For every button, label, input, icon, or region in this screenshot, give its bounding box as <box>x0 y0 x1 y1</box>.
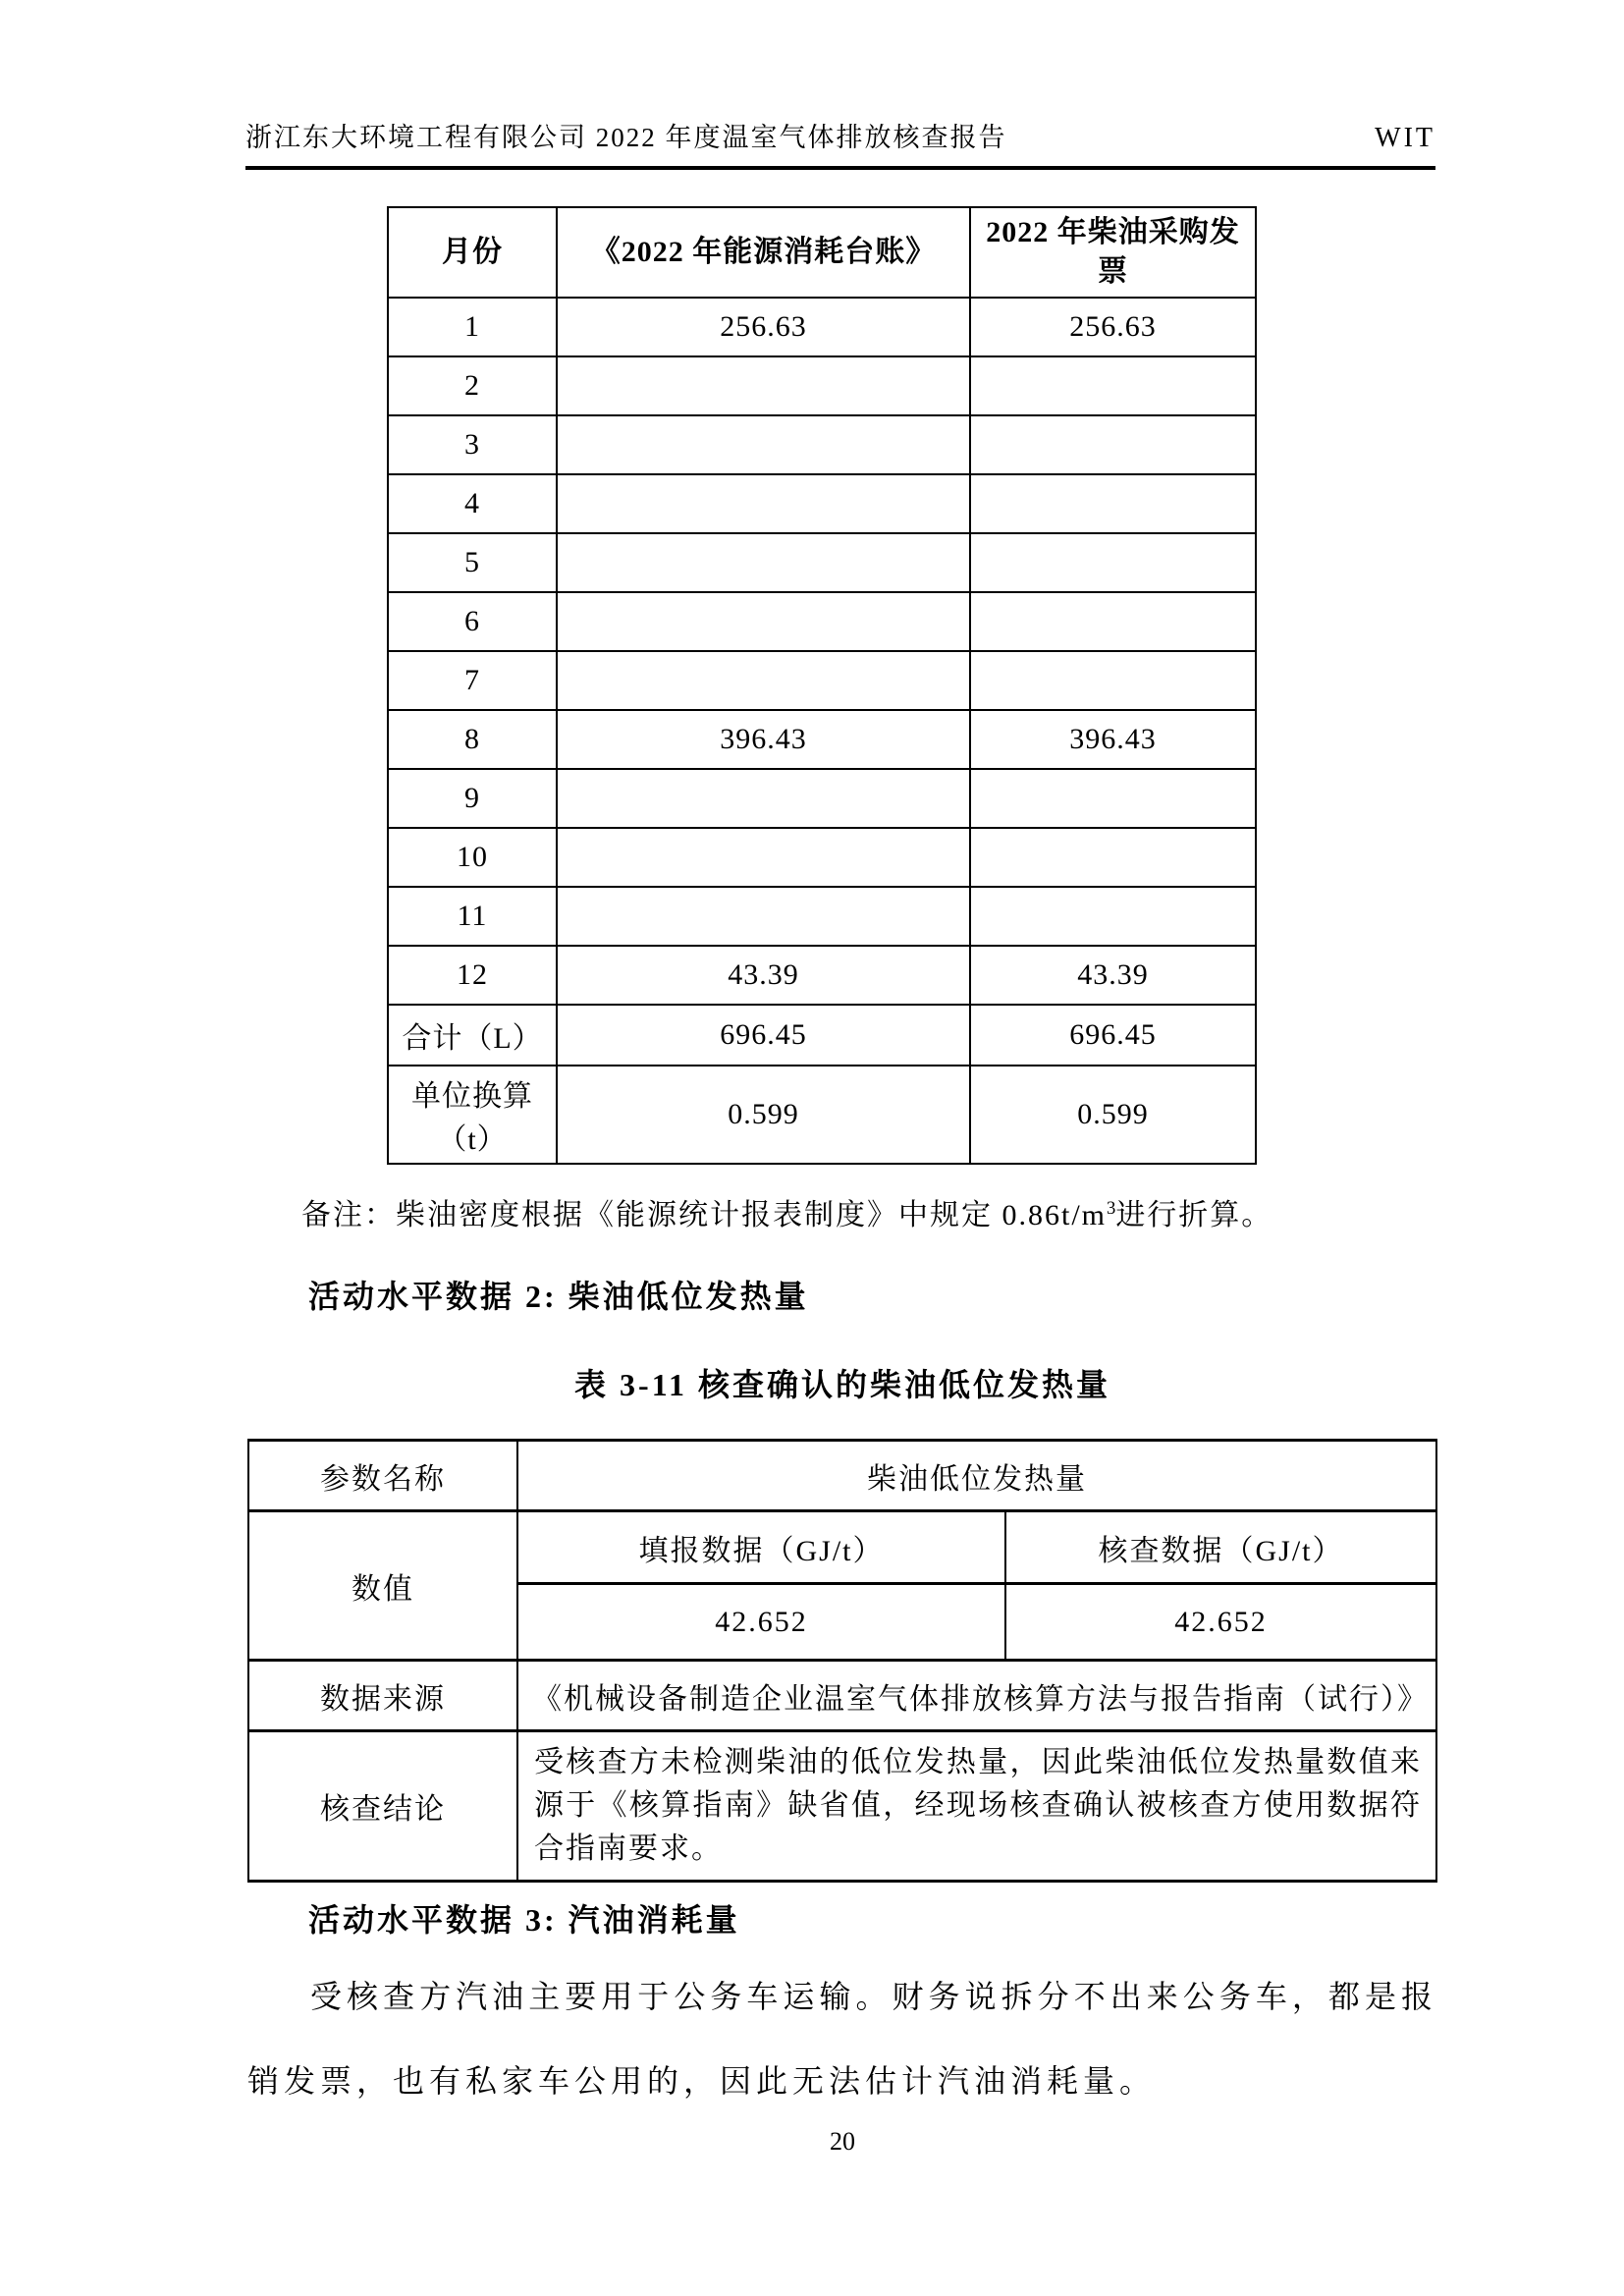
invoice-value-cell <box>970 651 1256 710</box>
table-row-month-3 <box>388 415 1256 474</box>
note-text: 备注：柴油密度根据《能源统计报表制度》中规定 0.86t/m <box>301 1199 1108 1231</box>
header-mark: WIT <box>1375 123 1435 153</box>
source-label-cell: 数据来源 <box>248 1661 517 1731</box>
month-cell: 2 <box>388 356 557 415</box>
table-row-month-1 <box>388 298 1256 356</box>
month-cell: 5 <box>388 533 557 592</box>
param-label-cell: 参数名称 <box>248 1441 517 1511</box>
month-cell: 1 <box>388 298 557 356</box>
ledger-value-cell <box>557 533 970 592</box>
month-cell: 8 <box>388 710 557 769</box>
invoice-value-cell <box>970 474 1256 533</box>
month-cell: 11 <box>388 887 557 946</box>
table-row-month-7 <box>388 651 1256 710</box>
ledger-value-cell: 396.43 <box>557 710 970 769</box>
table-row-month-12 <box>388 946 1256 1005</box>
value-labels-row <box>248 1511 1436 1584</box>
data-source-row <box>248 1661 1436 1731</box>
ledger-value-cell <box>557 356 970 415</box>
table-row-month-10 <box>388 828 1256 887</box>
page-header <box>245 116 1435 170</box>
month-cell: 4 <box>388 474 557 533</box>
invoice-value-cell: 256.63 <box>970 298 1256 356</box>
invoice-value-cell: 396.43 <box>970 710 1256 769</box>
table-row-unit-conversion <box>388 1066 1256 1164</box>
ledger-value-cell <box>557 592 970 651</box>
month-cell: 7 <box>388 651 557 710</box>
column-header-month: 月份 <box>388 207 557 298</box>
table-row-month-6 <box>388 592 1256 651</box>
invoice-value-cell <box>970 887 1256 946</box>
month-cell: 9 <box>388 769 557 828</box>
table-row-month-8 <box>388 710 1256 769</box>
table-row-month-9 <box>388 769 1256 828</box>
conversion-invoice-cell: 0.599 <box>970 1066 1256 1164</box>
ledger-value-cell: 256.63 <box>557 298 970 356</box>
report-header-title: 浙江东大环境工程有限公司 2022 年度温室气体排放核查报告 <box>245 123 1007 152</box>
diesel-consumption-table <box>387 206 1257 1165</box>
table-row-month-2 <box>388 356 1256 415</box>
invoice-value-cell <box>970 828 1256 887</box>
conclusion-label-cell: 核查结论 <box>248 1731 517 1882</box>
total-ledger-cell: 696.45 <box>557 1005 970 1066</box>
column-header-invoice: 2022 年柴油采购发票 <box>970 207 1256 298</box>
conversion-label-cell: 单位换算（t） <box>388 1066 557 1164</box>
table-3-11-title: 表 3-11 核查确认的柴油低位发热量 <box>574 1367 1110 1402</box>
note-text-suffix: 进行折算。 <box>1115 1199 1273 1231</box>
value-label-cell: 数值 <box>248 1511 517 1661</box>
table-row-total <box>388 1005 1256 1066</box>
heating-value-table <box>247 1439 1437 1883</box>
note-superscript: 3 <box>1107 1198 1116 1219</box>
verified-label-cell: 核查数据（GJ/t） <box>1005 1511 1436 1584</box>
month-cell: 3 <box>388 415 557 474</box>
source-value-cell: 《机械设备制造企业温室气体排放核算方法与报告指南（试行）》 <box>517 1661 1436 1731</box>
param-name-row <box>248 1441 1436 1511</box>
month-cell: 6 <box>388 592 557 651</box>
table-row-month-11 <box>388 887 1256 946</box>
table-note <box>247 1190 1437 1233</box>
conclusion-value-cell: 受核查方未检测柴油的低位发热量，因此柴油低位发热量数值来源于《核算指南》缺省值，经现场核查确认被核查方使用数据符合指南要求。 <box>517 1731 1436 1882</box>
invoice-value-cell <box>970 356 1256 415</box>
reported-value-cell: 42.652 <box>517 1584 1005 1661</box>
page-number: 20 <box>830 2127 855 2156</box>
table-row-month-5 <box>388 533 1256 592</box>
verified-value-cell: 42.652 <box>1005 1584 1436 1661</box>
invoice-value-cell: 43.39 <box>970 946 1256 1005</box>
gasoline-paragraph: 受核查方汽油主要用于公务车运输。财务说拆分不出来公务车，都是报销发票，也有私家车公用的，因此无法估计汽油消耗量。 <box>247 1979 1437 2099</box>
total-label-cell: 合计（L） <box>388 1005 557 1066</box>
column-header-ledger: 《2022 年能源消耗台账》 <box>557 207 970 298</box>
ledger-value-cell <box>557 887 970 946</box>
section-heading-activity-data-3: 活动水平数据 3: 汽油消耗量 <box>308 1902 740 1938</box>
invoice-value-cell <box>970 533 1256 592</box>
conversion-ledger-cell: 0.599 <box>557 1066 970 1164</box>
invoice-value-cell <box>970 592 1256 651</box>
ledger-value-cell <box>557 415 970 474</box>
ledger-value-cell: 43.39 <box>557 946 970 1005</box>
invoice-value-cell <box>970 415 1256 474</box>
ledger-value-cell <box>557 474 970 533</box>
ledger-value-cell <box>557 828 970 887</box>
conclusion-row <box>248 1731 1436 1882</box>
ledger-value-cell <box>557 769 970 828</box>
table-header-row <box>388 207 1256 298</box>
reported-label-cell: 填报数据（GJ/t） <box>517 1511 1005 1584</box>
table-row-month-4 <box>388 474 1256 533</box>
ledger-value-cell <box>557 651 970 710</box>
month-cell: 10 <box>388 828 557 887</box>
param-value-cell: 柴油低位发热量 <box>517 1441 1436 1511</box>
total-invoice-cell: 696.45 <box>970 1005 1256 1066</box>
section-heading-activity-data-2: 活动水平数据 2: 柴油低位发热量 <box>308 1279 809 1314</box>
invoice-value-cell <box>970 769 1256 828</box>
month-cell: 12 <box>388 946 557 1005</box>
